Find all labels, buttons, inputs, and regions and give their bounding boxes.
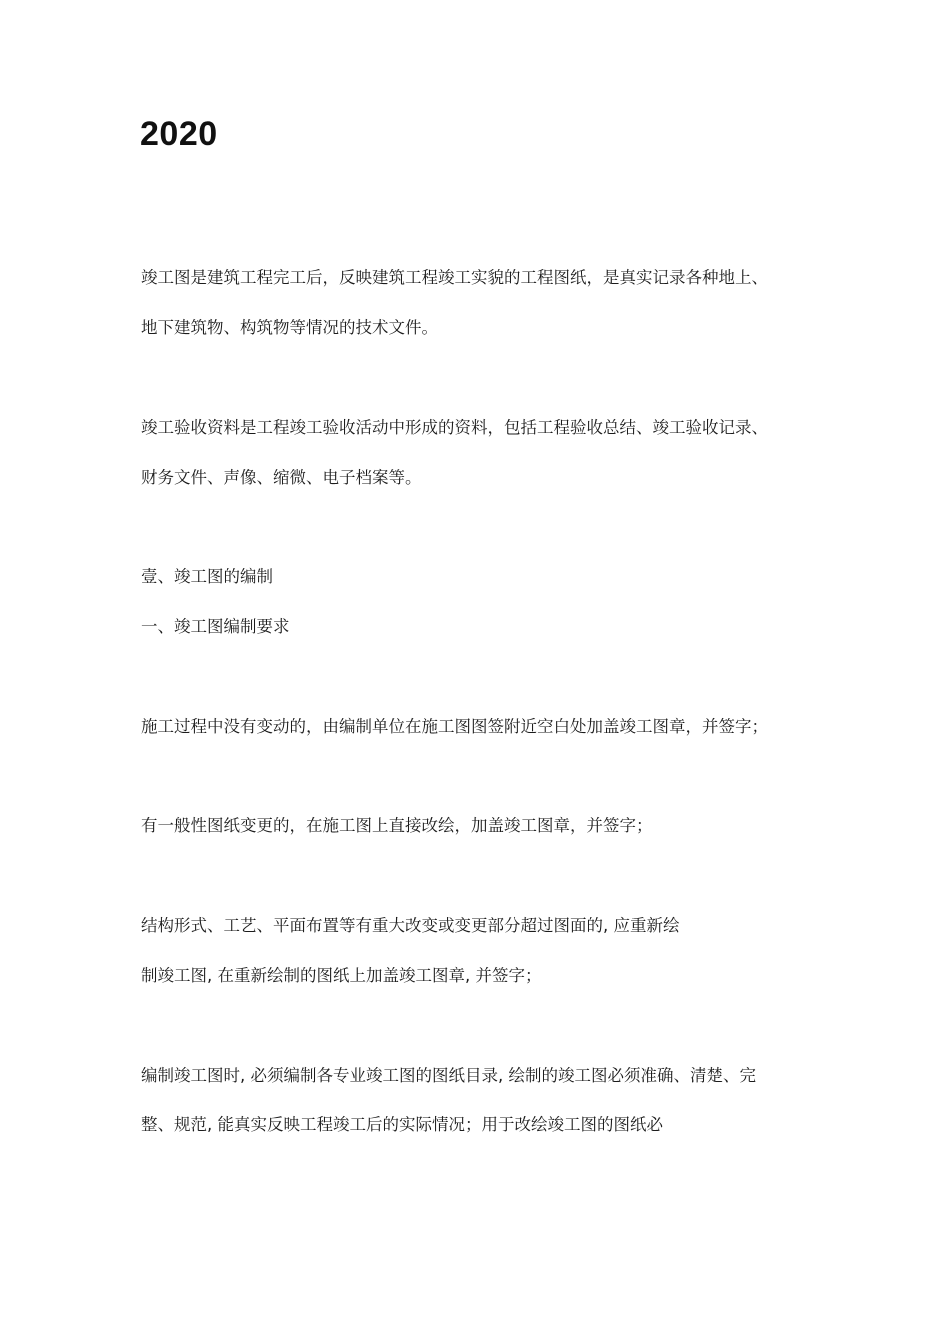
paragraph-line: 竣工图是建筑工程完工后，反映建筑工程竣工实貌的工程图纸，是真实记录各种地上、 xyxy=(141,268,768,287)
requirement-line: 结构形式、工艺、平面布置等有重大改变或变更部分超过图面的, 应重新绘 xyxy=(141,916,680,935)
requirement-line: 施工过程中没有变动的，由编制单位在施工图图签附近空白处加盖竣工图章，并签字； xyxy=(141,717,768,736)
requirement-line: 制竣工图, 在重新绘制的图纸上加盖竣工图章, 并签字； xyxy=(141,966,542,985)
paragraph-line: 竣工验收资料是工程竣工验收活动中形成的资料，包括工程验收总结、竣工验收记录、 xyxy=(141,418,768,437)
document-year: 2020 xyxy=(140,115,218,153)
requirement-line: 有一般性图纸变更的，在施工图上直接改绘，加盖竣工图章，并签字； xyxy=(141,816,653,835)
paragraph-line: 财务文件、声像、缩微、电子档案等。 xyxy=(141,468,422,487)
requirement-line: 编制竣工图时, 必须编制各专业竣工图的图纸目录, 绘制的竣工图必须准确、清楚、完 xyxy=(141,1066,756,1085)
paragraph-line: 地下建筑物、构筑物等情况的技术文件。 xyxy=(141,318,438,337)
subsection-heading: 一、竣工图编制要求 xyxy=(141,617,290,636)
section-heading: 壹、竣工图的编制 xyxy=(141,567,273,586)
requirement-line: 整、规范, 能真实反映工程竣工后的实际情况；用于改绘竣工图的图纸必 xyxy=(141,1115,663,1134)
